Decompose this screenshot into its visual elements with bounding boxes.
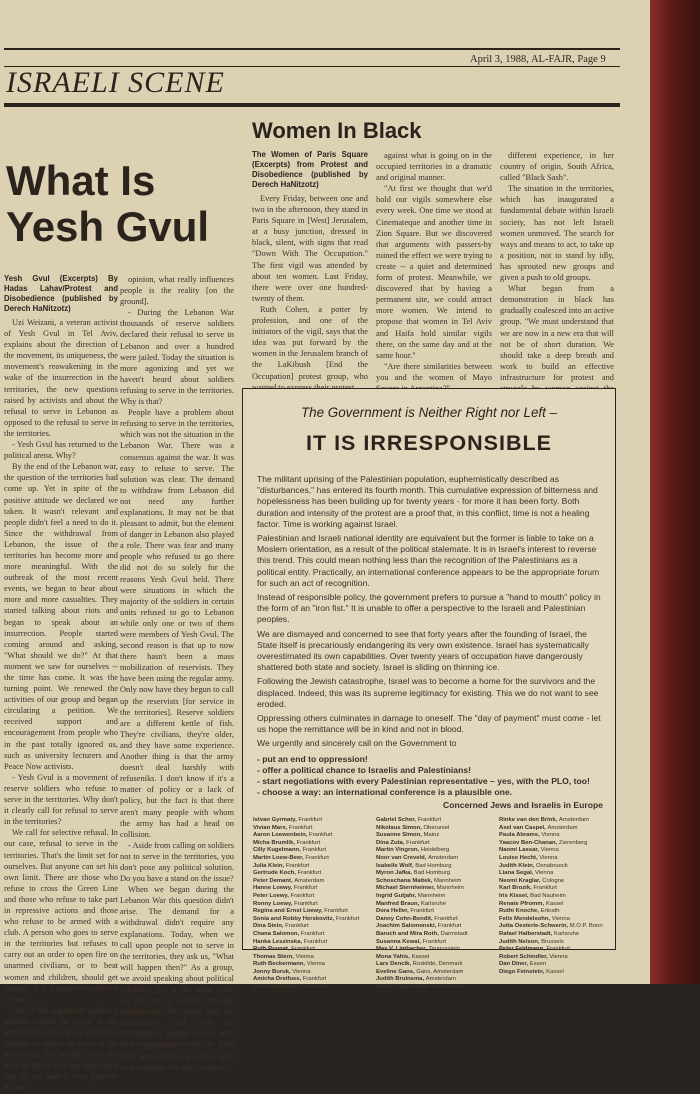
women-in-black-headline: Women In Black [252, 118, 422, 143]
ad-subheadline: The Government is Neither Right nor Left – [300, 405, 558, 420]
article-column-text [120, 274, 234, 1073]
article-column-text [500, 150, 614, 405]
signatory-name: Sonia and Robby Herskovitz, [253, 915, 336, 922]
ad-demand-item: - choose a way: an international conference is a plausible one. [257, 787, 513, 798]
signatory [499, 893, 603, 901]
signatory-name: Cilly Kugelmann, [253, 847, 303, 854]
signatory-city: Essen [529, 961, 547, 968]
signatory-name: Hanka Leszinska, [253, 938, 304, 945]
signatory [253, 969, 359, 977]
ad-demand-item: - put an end to oppression! [257, 753, 368, 764]
signatory [253, 840, 359, 848]
ad-headline: IT IS IRRESPONSIBLE [306, 431, 552, 455]
section-title: ISRAELI SCENE [6, 66, 225, 99]
signatory-city: Gans, Amsterdam [416, 968, 464, 975]
signatory [499, 832, 603, 840]
signatory [499, 969, 603, 977]
signatory [499, 817, 603, 825]
ad-demands-list [257, 754, 603, 799]
signatory-city: Frankfurt [285, 923, 309, 930]
signatory [376, 939, 468, 947]
signatory-name: Dina Zuta, [376, 839, 407, 846]
signatory-name: Lena Inowlocki, [253, 984, 299, 991]
signatory-city: Vienna [549, 953, 568, 960]
signatory [253, 923, 359, 931]
signatory-name: Ruben Passmanter, [376, 984, 433, 991]
paragraph: Uzi Weizani, a veteran activist of Yesh Gvul in Tel Aviv, explains about the direction of the movement, its uniqueness, the movement's reawakening in the wake of the insurrection in the territories, the new questions raised by activists and about the refusal to serve in Lebanon as opposed to the refusal to serve in the territories. [4, 318, 118, 438]
signatory-city: Vienna [541, 832, 560, 839]
signatory-name: Peter Demant, [253, 877, 295, 884]
signatory [253, 901, 359, 909]
signatory [499, 901, 603, 909]
signatory-city: Frankfurt [293, 885, 318, 892]
signatory-name: Mona Yahis, [376, 953, 412, 960]
signatory [499, 946, 603, 954]
signatory-name: Ingrid Gutjahr, [376, 892, 418, 899]
signatory [376, 855, 468, 863]
signatory-city: Frankfurt [533, 885, 557, 892]
signatory-city: Vienna [540, 847, 559, 854]
signatory-city: Heidelberg [420, 847, 450, 854]
signatory-city: Frankfurt [406, 839, 430, 846]
signatory-city: Amsterdam [294, 877, 325, 884]
signatory [376, 908, 468, 916]
paragraph: "At first we thought that we'd hold our vigils somewhere else every week. One time we stood at Cinemateque and another time in Zion Square. But we discovered that arguments with passers-by ruined the effect we were trying to create -- a quiet and determined form of protest. Meanwhile, we discovered that by having a permanent site, we could attract more women. We intend to propose that women in Tel Aviv and Haifa hold similar vigils there, on the same day and at the same hour." [376, 184, 492, 360]
yesh-gvul-headline [6, 158, 209, 250]
signatory [253, 885, 359, 893]
signatory [253, 817, 359, 825]
signatory-city: Darmstadt [440, 930, 468, 937]
paragraph: Instead of responsible policy, the government prefers to pursue a "hand to mouth" policy in the form of an "iron fist." It is unable to offer a perspective to the Israeli and Palestinian peoples. [257, 592, 601, 625]
signatory-name: Peter Loewy, [253, 892, 291, 899]
headline-line-1: What Is [6, 157, 156, 204]
signatory [253, 893, 359, 901]
signatory [253, 916, 359, 924]
signatory-name: Julia Klein, [253, 862, 286, 869]
signatory-city: Frankfurt [297, 870, 322, 877]
signatory [376, 931, 468, 939]
paragraph: People have a problem about refusing to serve in the territories, which was not the situation in the Lebanon War. There was a consensus against the war. It was easy to refuse to serve. The solution was clear. The demand to withdraw from Lebanon did not need any further explanations. It may not be that pleasant to admit, but the element of danger in Lebanon also played a role. There was fear and many people who refused to go there did not do so solely for the reasons Yesh Gvul held. There were situations in which the majority of the soldiers in certain units refused to go to Lebanon while only one or two of them were members of Yesh Gvul. The second reason is that up to now there hasn't been a mass mobilization of reservists. They have been using the regular army. Only now have they begun to call up the reservists [for service in the territories]. Reserve soldiers are a different kettle of fish. They're civilians, they're older, and they have some experience. Another thing is that the army doesn't deal harshly with refuseniks. I don't know if it's a matter of policy or a lack of policy, but the fact is that there aren't many people with whom the army has had a head on collision. [120, 408, 234, 839]
signatory [376, 984, 468, 992]
signatory [253, 976, 359, 984]
paragraph: Oppressing others culminates in damage to oneself. The "day of payment" must come - let us hope the remittance will be in kind and not in blood. [257, 713, 601, 735]
signatory-name: Chana Salomon, [253, 930, 301, 937]
signatory [376, 870, 468, 878]
signatory [376, 946, 468, 954]
signatory-name: Robert Schindler, [499, 953, 550, 960]
signatory-city: Frankfurt [300, 930, 325, 937]
signatory-city: Frankfurt [417, 817, 442, 823]
signatory-city: Vienna [535, 870, 554, 877]
signatory-name: Michael Sternheimer, [376, 885, 437, 892]
signatories-column-3 [499, 817, 603, 976]
paragraph: We urgently and sincerely call on the Government to [257, 738, 457, 749]
signatory-name: Axel van Caspel, [499, 824, 548, 831]
signatory-city: Bad Nauheim [530, 892, 566, 899]
paragraph: The situation in the territories, which has inaugurated a fundamental debate within Israeli society, has not left Israeli women unmoved. The search for ways and means to act, to take up a position, not to stand by idly, has sprouted new groups and given a push to old groups. [500, 184, 614, 283]
signatory-city: Amsterdam [432, 984, 463, 991]
signatory [253, 984, 359, 992]
signatory-name: Nikolaus Simon, [376, 824, 424, 831]
signatory-name: Neomi Kraglar, [499, 877, 543, 884]
signatory-name: Peter Feldmann, [499, 946, 547, 953]
signatory-city: Frankfurt [303, 938, 328, 945]
women-byline: The Women of Paris Square (Excerpts) from Protest and Disobedience (published by Derech HaNitzotz) [252, 150, 368, 189]
article-column-text [376, 150, 492, 405]
signatory-name: Susanna Kewal, [376, 938, 423, 945]
top-rule [4, 48, 620, 50]
signatory-name: Danny Cohn-Bendit, [376, 915, 435, 922]
ad-signoff: Concerned Jews and Israelis in Europe [443, 800, 603, 811]
signatory-city: Frankfurt [298, 817, 322, 823]
signatory-city: Karlsruhe [420, 900, 447, 907]
signatory-name: Max V. Limbacher, [376, 946, 429, 953]
signatory-city: Frankfurt [324, 908, 348, 915]
signatory [499, 825, 603, 833]
paragraph: When we began during the Lebanon War this question didn't arise. The demand for a withdrawal didn't require any explanations. Today, when we call upon people not to serve in the territories, they ask us, "What will happen then?" As a group, we avoid speaking about political solutions, yet at the same time, we call for a solution through negotiations. We argue that the Palestinians, and only the Palestinians, should decide who their representatives will be. Yesh Gvul sees itself as a unique type of movement. We don't want to [120, 885, 234, 1072]
signatory-name: Diego Feinstein, [499, 968, 547, 975]
signatory-name: Susanne Simon, [376, 832, 424, 839]
ad-body [257, 474, 603, 812]
signatory-city: Mannheim [433, 877, 462, 884]
signatory-name: Joachim Salomonski, [376, 923, 438, 930]
dateline: April 3, 1988, AL-FAJR, Page 9 [470, 54, 606, 65]
yesh-gvul-column-2 [120, 274, 234, 1072]
signatory [376, 916, 468, 924]
yesh-gvul-column-1 [4, 274, 118, 1093]
signatory-city: Kassel [545, 900, 564, 907]
women-column-1 [252, 150, 368, 382]
signatory [376, 893, 468, 901]
signatory-city: Frankfurt [288, 824, 313, 831]
signatory-city: Frankfurt [305, 854, 329, 861]
paragraph: against what is going on in the occupied territories in a dramatic and original manner. [376, 151, 492, 183]
signatory [253, 863, 359, 871]
signatory-name: Eveline Gans, [376, 968, 417, 975]
paragraph: Every Friday, between one and two in the afternoon, they stand in Paris Square in [West] Jerusalem, at a busy junction, dressed in black, silent, with signs that read "Down With The Occupation." The first vigil was attended by about ten women. Last Friday, there were over one hundred-twenty of them. [252, 194, 368, 303]
signatory [376, 840, 468, 848]
signatory [499, 916, 603, 924]
section-rule-bottom [4, 103, 620, 107]
women-column-3 [500, 150, 614, 382]
signatory [253, 931, 359, 939]
signatory-name: Lars Dencik, [376, 961, 413, 968]
signatory-city: Frankfurt [410, 908, 434, 915]
signatory-name: Dina Stein, [253, 923, 286, 930]
signatory-city: Karlsruhe [554, 930, 580, 937]
paragraph: - Yesh Gvul has returned to the political arena. Why? [4, 440, 118, 461]
signatory-city: Oberursel [423, 824, 450, 831]
signatory-city: Mainz [423, 832, 440, 839]
paragraph: Following the Jewish catastrophe, Israel was to become a home for the survivors and the displaced. Indeed, this was its supreme legitimacy for existing. This we do not want to see eroded. [257, 676, 599, 709]
signatory-name: Regina and Ernst Loewy, [253, 908, 325, 915]
signatory-name: Karl Brozik, [499, 885, 534, 892]
paragraph: The militant uprising of the Palestinian population, euphemistically described as "disturbances," has entered its fourth month. This cumulative expression of bitterness and hopelessness has been building up for twenty years - for more it has been forty. Both duration and intensity of the protest are a proof that, in this conflict, time is not a healing factor. Time is working against Israel. [257, 474, 598, 529]
signatory-city: Taunusstein [428, 946, 460, 953]
signatory [253, 939, 359, 947]
signatory [499, 847, 603, 855]
signatory-name: Baruch and Mira Roth, [376, 930, 441, 937]
signatory-city: Frankfurt [437, 923, 462, 930]
signatory-city: Frankfurt [294, 900, 318, 907]
signatory-city: Frankfurt [296, 839, 321, 846]
signatory-city: Amsterdam [558, 817, 590, 823]
signatory-city: Amsterdam [425, 976, 456, 983]
book-binding [650, 0, 700, 984]
paragraph: We call for selective refusal. In our case, refusal to serve in the territories. That's the limit set for ourselves. But anyone can set his own limit. There are those who refuse to cross the Green Line and those who refuse to take part in repressive actions and those who refuse to be armed with a club. A person who goes to serve in the territories but refuses to carry out an order to open fire on unarmed civilians, or to beat women and children, should get support. It is a matter of selective refusal. [4, 828, 118, 1004]
article-column-text [4, 317, 118, 1094]
signatory-name: Schoschana Maitek, [376, 877, 434, 884]
signatory-city: Frankfurt [422, 938, 447, 945]
signatory-name: Ruthi Knoche, [499, 908, 541, 915]
signatory-city: Amsterdam [547, 824, 578, 831]
signatory-city: Osnabrueck [535, 862, 568, 869]
signatory-city: Erkrath [540, 908, 560, 915]
signatories-column-2 [376, 817, 468, 992]
signatory [499, 908, 603, 916]
signatory-name: Naomi Lassar, [499, 847, 541, 854]
signatory [253, 954, 359, 962]
article-column-text [252, 193, 368, 393]
headline-line-2: Yesh Gvul [6, 203, 210, 250]
signatory-city: Vienna [539, 854, 558, 861]
signatory [499, 923, 603, 931]
ad-demand-item: - offer a political chance to Israelis and Palestinians! [257, 764, 471, 775]
signatory-city: Roskilde, Denmark [412, 961, 463, 968]
paragraph: We are dismayed and concerned to see that forty years after the founding of Israel, the State itself is precariously endangering its very own existence. Israel has systematically overestimated its own capabilities. Over twenty years of occupation have dangerously shattered both state and society. Israel is sliding on thinning ice. [257, 628, 589, 673]
signatory-name: Felix Mendelsohn, [499, 915, 552, 922]
signatory [376, 923, 468, 931]
signatory [253, 847, 359, 855]
signatory-name: Ruth Ruvnat, [253, 946, 292, 953]
signatory [253, 878, 359, 886]
signatory [376, 976, 468, 984]
signatory-city: Rotterdam [298, 984, 327, 991]
signatory-name: Jonny Buruk, [253, 968, 293, 975]
paragraph: One of the arguments against a blanket refusal to serve in the territories] is that if we called on soldiers to refuse to serve in the territories] we would close the door to those who are undecided and do not have a clear position [to my [4, 1005, 118, 1093]
signatory-city: Vienna [306, 961, 325, 968]
signatory-name: Vivian Marx, [253, 824, 289, 831]
signatory-city: Frankfurt [290, 892, 315, 899]
signatory-city: Mannheim [436, 885, 465, 892]
signatory-name: Thomas Stern, [253, 953, 296, 960]
signatory [499, 961, 603, 969]
signatory-city: Frankfurt [302, 976, 327, 983]
signatory [253, 832, 359, 840]
signatory-city: Frankfurt [285, 862, 310, 869]
signatory-city: Vienna [551, 915, 570, 922]
paragraph: different experience, in her country of origin, South Africa, called "Black Sash". [500, 151, 614, 183]
signatory [253, 855, 359, 863]
signatory [253, 870, 359, 878]
paragraph: opinion, what really influences people is the reality [on the ground]. [120, 275, 234, 307]
signatory-name: Isabelle Wolf, [376, 862, 416, 869]
signatory [376, 901, 468, 909]
signatories-column-1 [253, 817, 359, 992]
women-column-2 [376, 150, 492, 382]
signatory-city: Frankfurt [546, 946, 571, 953]
paragraph: What began from a demonstration in black has gradually coalesced into an active group. "We must understand that we are now in a new era that will not be of short duration. We should take a deep breath and work to build an effective infrastructure for protest and [500, 284, 614, 382]
paragraph: "Are there similarities between you and the women of Mayo [376, 361, 492, 382]
signatory-name: Gertrude Koch, [253, 870, 298, 877]
ad-paragraphs [257, 474, 603, 750]
signatory [376, 969, 468, 977]
signatory-city: Brussels [541, 938, 564, 945]
paragraph: - Yesh Gvul is a movement of reserve soldiers who refuse to serve in the territories. Why don't it clearly call for refusal to serve in the territories? [4, 772, 118, 827]
yesh-gvul-byline: Yesh Gvul (Excerpts) By Hadas Lahav/Protest and Disobedience (published by Derech HaNitzotz) [4, 274, 118, 313]
signatory [499, 885, 603, 893]
signatory-name: Martin Vingron, [376, 847, 421, 854]
signatory-city: Amsterdam [428, 854, 459, 861]
signatory-name: Iris Kissel, [499, 892, 531, 899]
signatory [499, 863, 603, 871]
signatory [376, 832, 468, 840]
signatory-city: Frankfurt [335, 915, 360, 922]
signatory [376, 878, 468, 886]
signatory [376, 885, 468, 893]
signatory-city: Frankfurt [291, 946, 315, 953]
signatory-name: Amicha Dreifuss, [253, 976, 303, 983]
signatory [376, 825, 468, 833]
signatory [376, 954, 468, 962]
ad-demand-item: - start negotiations with every Palestinian representative – yes, with the PLO, too! [257, 776, 590, 787]
signatory-name: Istvan Gyrmaty, [253, 817, 299, 823]
signatory [499, 855, 603, 863]
signatory-city: Bad Homburg [413, 870, 451, 877]
signatory-city: Kassel [546, 968, 564, 975]
signatory-city: Bad Homburg [415, 862, 452, 869]
signatory [499, 840, 603, 848]
signatory [253, 825, 359, 833]
signatory-name: Martin Loew-Beer, [253, 854, 306, 861]
signatory-city: Vienna [292, 968, 311, 975]
signatory [253, 961, 359, 969]
signatory-name: Rafael Halberstadt, [499, 930, 554, 937]
signatory-name: Jutta Oesterle-Schwerin, [499, 923, 570, 930]
signatory [253, 946, 359, 954]
signatory-name: Dora Heller, [376, 908, 411, 915]
signatory-name: Ronny Loewy, [253, 900, 295, 907]
signatory-city: Kassel [411, 953, 430, 960]
signatory [376, 863, 468, 871]
signatory-name: Rinke van den Brink, [499, 817, 559, 823]
signatory [499, 939, 603, 947]
signatory-city: Vienna [295, 953, 314, 960]
signatory-name: Liana Segal, [499, 870, 536, 877]
signatory-name: Micha Brumlik, [253, 839, 297, 846]
signatory-name: Ruth Beckermann, [253, 961, 307, 968]
signatory-name: Gabriel Schor, [376, 817, 418, 823]
signatory [499, 954, 603, 962]
signatory-name: Paula Abrams, [499, 832, 542, 839]
signatory-city: M.O.P. Bonn [569, 923, 603, 930]
paragraph: Palestinian and Israeli national identity are equivalent but the former is liable to take on a Moslem orientation, as a result of the political stalemate. It is in Israel's interest to reverse this trend. This could mean nothing less than the recognition of the Palestinians as a political entity. Practically, an international conference appears to be the appropriate forum for such an act of recognition. [257, 533, 600, 588]
signatory-name: Myron Jafka, [376, 870, 414, 877]
signatory-name: Judith Bruinsma, [376, 976, 426, 983]
signatory-name: Aaron Loewenbein, [253, 832, 309, 839]
advertisement-box [242, 388, 616, 991]
paragraph: By the end of the Lebanon war, the question of the territories had come up. Yet in spite of the positive attitude we declared we taken. It wasn't relevant and people didn't feel a need to do it. Since the withdrawal from Lebanon, the issue of the territories has become more and more meaningful. With the outbreak of the most recent events, we began to hear about more and more casualties. They started talking about riots and began to speak about an insurrection. People started coming around and asking, "What should we do?" At that moment we saw for ourselves -- the time has come. It was the turning point. We renewed the activities of our group and began circulating a petition. We received support and encouragement from people who in the past totally ignored us, such as university lecturers and Peace Now activists. [4, 462, 118, 771]
signatory-city: Frankfurt [302, 847, 327, 854]
signatory-city: Mannheim [417, 892, 446, 899]
signatory-name: Noor van Creveld, [376, 854, 429, 861]
signatory-name: Louise Hecht, [499, 854, 540, 861]
signatory-name: Manfred Braun, [376, 900, 421, 907]
signatory-city: Frankfurt [308, 832, 333, 839]
signatory [499, 870, 603, 878]
signatory-name: Yaacov Ben-Chanan, [499, 839, 559, 846]
signatory-name: Judith Klein, [499, 862, 536, 869]
signatory-name: Renate Pfromm, [499, 900, 546, 907]
signatory [376, 817, 468, 825]
signatory-name: Hanne Loewy, [253, 885, 294, 892]
signatory-city: Zierenberg [558, 839, 588, 846]
signatory-city: Frankfurt [434, 915, 458, 922]
signatory-name: Dan Diner, [499, 961, 530, 968]
signatory [376, 847, 468, 855]
signatory-name: Judith Nelson, [499, 938, 542, 945]
signatory [499, 931, 603, 939]
signatory [253, 908, 359, 916]
signatory [499, 878, 603, 886]
signatory-city: Cologne [542, 877, 565, 884]
paragraph: Ruth Cohen, a potter by profession, and one of the initiators of the vigil, says that the idea was put forward by the women in the Jerusalem branch of the LaKibush [End the Occupation] protest group, who [252, 304, 368, 381]
signatory [376, 961, 468, 969]
paragraph: - Aside from calling on soldiers not to serve in the territories, you don't pose any political solution. Do you have a stand on the issue? [120, 840, 234, 884]
paragraph: - During the Lebanon War thousands of reserve soldiers declared their refusal to serve in Lebanon and over a hundred were jailed. Today the situation is more agonizing and yet we haven't heard about soldiers refusing to serve in the territories. Why is that? [120, 308, 234, 407]
